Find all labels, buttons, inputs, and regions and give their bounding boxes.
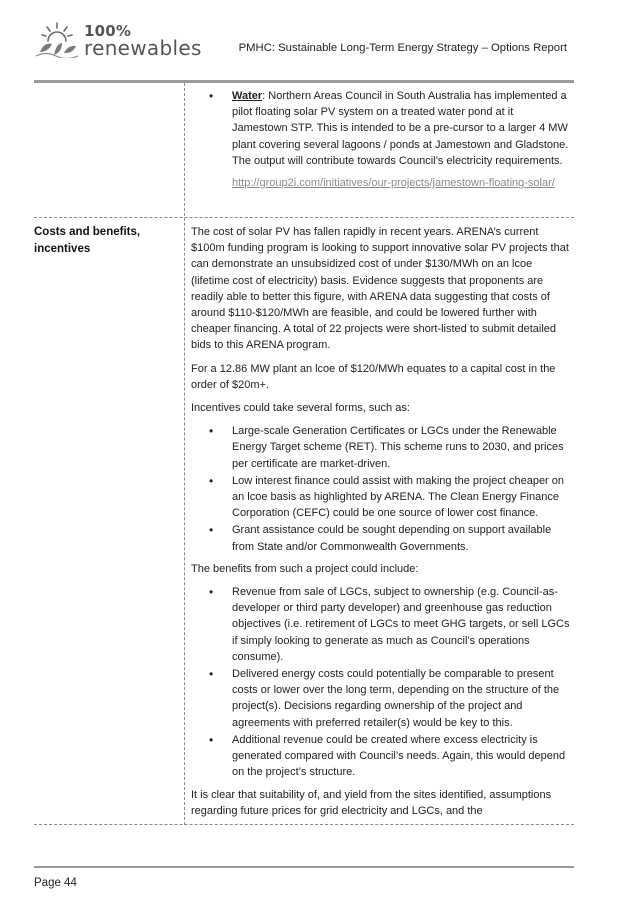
column-divider	[184, 83, 185, 825]
logo-wordmark: renewables	[84, 36, 202, 60]
benefits-intro: The benefits from such a project could include:	[191, 562, 419, 575]
water-cell	[191, 88, 571, 191]
report-title: PMHC: Sustainable Long-Term Energy Strategy – Options Report	[238, 42, 567, 54]
water-list	[191, 88, 571, 169]
sun-leaf-logo-icon	[34, 22, 80, 58]
page-number: Page 44	[34, 877, 77, 889]
list-item: • Delivered energy costs could potentially be comparable to present costs or lower over the long term, depending on the structure of the project(s). Decisions regarding ownership of the project and agreements with preferred retailer(s) would be key to this.	[232, 666, 571, 731]
page-header	[0, 0, 625, 80]
row-divider	[34, 217, 574, 218]
logo	[34, 22, 202, 60]
suitability-paragraph: It is clear that suitability of, and yield from the sites identified, assumptions regarding future prices for grid electricity and LGCs, and the	[191, 788, 552, 817]
incentives-intro: Incentives could take several forms, such as:	[191, 402, 410, 415]
list-item: • Revenue from sale of LGCs, subject to ownership (e.g. Council-as-developer or third party developer) and greenhouse gas reduction objectives (i.e. retirement of LGCs to meet GHG targets, or sell LGCs if simply looking to generate as much as Council’s operations consume).	[232, 584, 571, 665]
logo-percent: 100%	[84, 22, 132, 40]
water-text: : Northern Areas Council in South Australia has implemented a pilot floating solar PV system on a treated water pond at it Jamestown STP. This is intended to be a pre-cursor to a larger 4 MW plant covering several lagoons / ponds at Jamestown and Gladstone. The output will contribute towards Council’s electricity requirements.	[232, 90, 569, 167]
incentives-list	[191, 423, 571, 555]
benefits-list	[191, 584, 571, 780]
footer-divider	[34, 866, 574, 868]
capital-cost-paragraph: For a 12.86 MW plant an lcoe of $120/MWh equates to a capital cost in the order of $20m+.	[191, 362, 556, 391]
list-item: • Additional revenue could be created where excess electricity is generated compared with Council’s needs. Again, this would depend on the project’s structure.	[232, 732, 571, 781]
cost-paragraph: The cost of solar PV has fallen rapidly in recent years. ARENA’s current $100m funding program is looking to support innovative solar PV projects that can demonstrate an unsubsidized cost of under $130/MWh on an lcoe (lifetime cost of electricity) basis. Evidence suggests that proponents are readily able to better this figure, with ARENA data suggesting that costs of around $110-$120/MWh are feasible, and could be lowered further with cheaper financing. A total of 22 projects were short-listed to submit detailed bids to this ARENA program.	[191, 226, 569, 352]
row-label-costs: Costs and benefits, incentives	[34, 226, 141, 255]
list-item: • Large-scale Generation Certificates or LGCs under the Renewable Energy Target scheme (RET). This scheme runs to 2030, and prices per certificate are market-driven.	[232, 423, 571, 472]
list-item: • Low interest finance could assist with making the project cheaper on an lcoe basis as highlighted by ARENA. The Clean Energy Finance Corporation (CEFC) could be one source of lower cost finance.	[232, 473, 571, 522]
water-label: Water	[232, 90, 263, 102]
jamestown-link[interactable]: http://group2i.com/initiatives/our-projects/jamestown-floating-solar/	[232, 177, 555, 190]
options-table	[34, 83, 574, 825]
list-item: • Grant assistance could be sought depending on support available from State and/or Commonwealth Governments.	[232, 522, 571, 554]
list-item	[232, 88, 571, 169]
costs-cell	[191, 224, 571, 826]
